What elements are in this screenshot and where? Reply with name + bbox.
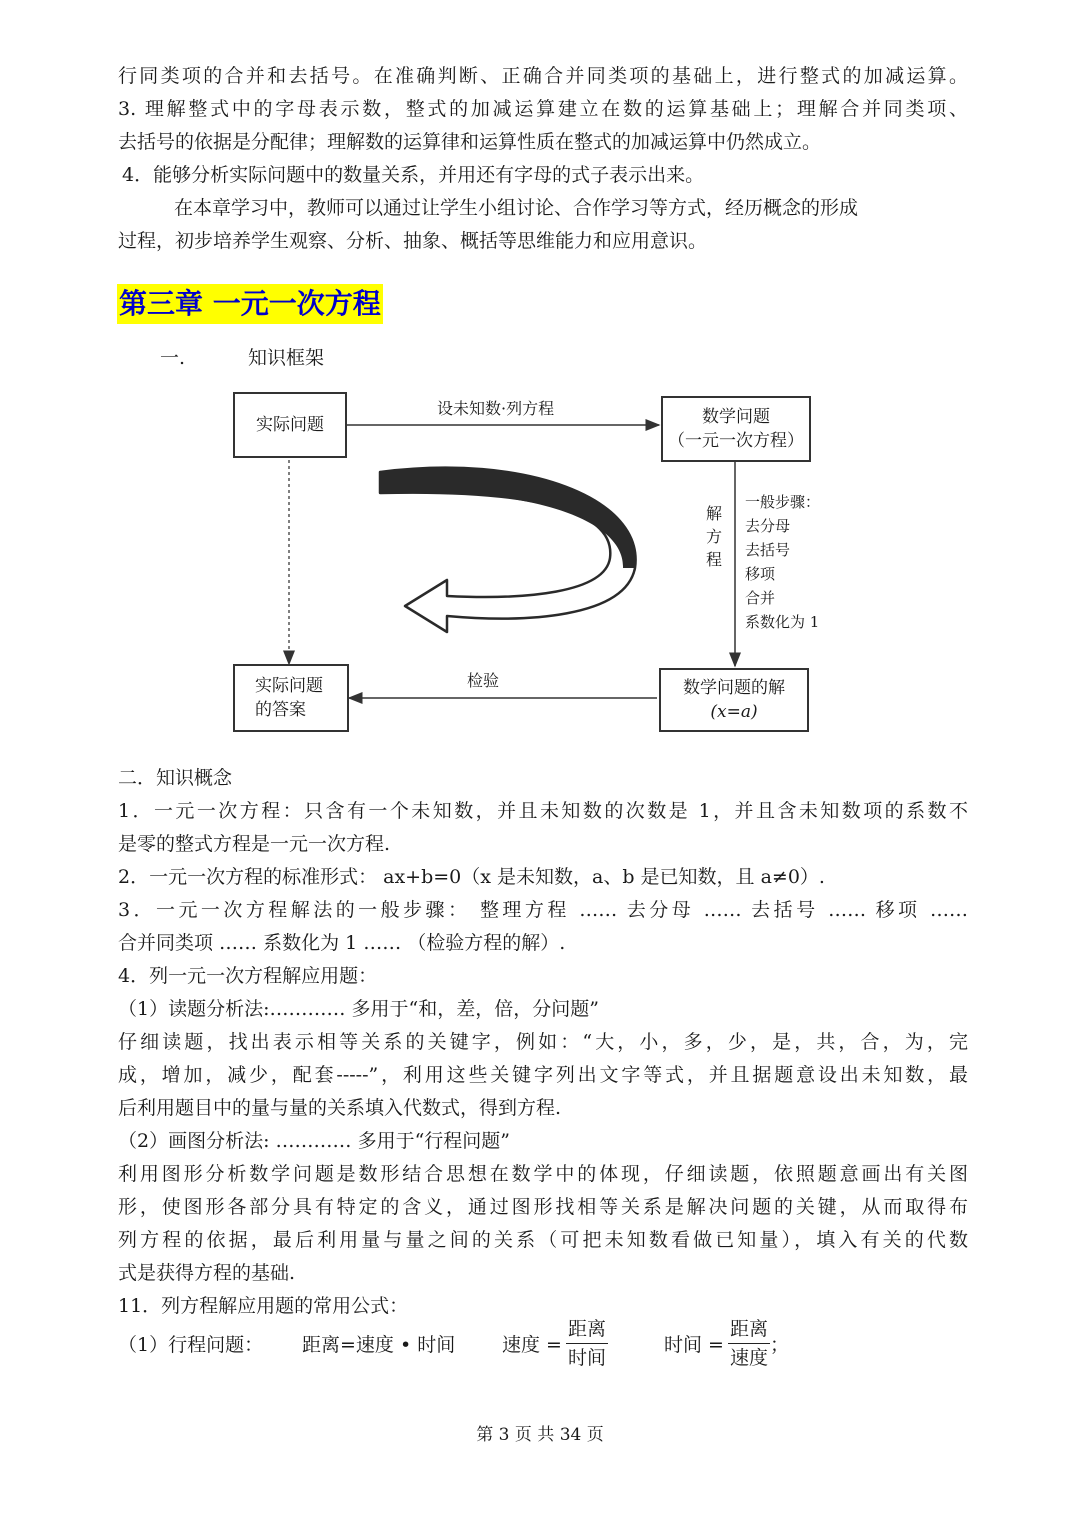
general-steps-list (745, 490, 820, 634)
intro-line-5: 在本章学习中，教师可以通过让学生小组讨论、合作学习等方式，经历概念的形成 (174, 197, 859, 219)
formula-time: 时间 = $\frac{\text{距离}}{\text{速度}}$ ； (664, 1313, 789, 1373)
section2-heading: 二．知识概念 (118, 767, 233, 789)
concept-line: 合并同类项 …… 系数化为 1 …… （检验方程的解）. (118, 932, 566, 954)
concept-line: 利用图形分析数学问题是数形结合思想在数学中的体现，仔细读题，依照题意画出有关图 (118, 1163, 968, 1185)
box-math-solution: 数学问题的解 (x=a) (659, 668, 809, 732)
concepts-block (118, 762, 968, 1323)
intro-line-4: 4．能够分析实际问题中的数量关系，并用还有字母的式子表示出来。 (122, 164, 705, 186)
box-math-problem: 数学问题 （一元一次方程） (661, 396, 811, 462)
intro-line-3: 去括号的依据是分配律；理解数的运算律和运算性质在整式的加减运算中仍然成立。 (118, 131, 822, 153)
label-set-unknown: 设未知数·列方程 (437, 399, 555, 418)
step-item: 移项 (745, 565, 776, 583)
concept-line: 仔细读题，找出表示相等关系的关键字，例如：“大，小，多，少，是，共，合，为，完 (118, 1031, 968, 1053)
fraction-speed: $\frac{\text{距离}}{\text{时间}}$ (566, 1315, 608, 1372)
concept-line: 3．一元一次方程解法的一般步骤： 整理方程 …… 去分母 …… 去括号 …… 移项 …… (118, 899, 968, 921)
concept-line: 式是获得方程的基础. (118, 1262, 296, 1284)
intro-line-1: 行同类项的合并和去括号。在准确判断、正确合并同类项的基础上，进行整式的加减运算。 (118, 65, 968, 87)
concept-line: 后利用题目中的量与量的关系填入代数式，得到方程. (118, 1097, 562, 1119)
concept-line: 2．一元一次方程的标准形式： ax+b=0（x 是未知数，a、b 是已知数，且 a≠0）. (118, 866, 825, 888)
concept-line: 形，使图形各部分具有特定的含义，通过图形找相等关系是解决问题的关键，从而取得布 (118, 1196, 968, 1218)
intro-line-6: 过程，初步培养学生观察、分析、抽象、概括等思维能力和应用意识。 (118, 230, 708, 252)
concept-line: 11．列方程解应用题的常用公式： (118, 1295, 409, 1317)
concept-line: 成，增加，减少，配套-----”，利用这些关键字列出文字等式，并且据题意设出未知数，最 (118, 1064, 968, 1086)
formula-label: （1）行程问题： (118, 1333, 264, 1356)
curved-arrow-shadow (380, 468, 636, 568)
step-item: 系数化为 1 (745, 613, 820, 631)
step-item: 去分母 (745, 517, 791, 535)
concept-line: （1）读题分析法:………… 多用于“和，差，倍，分问题” (118, 998, 599, 1020)
concept-line: 是零的整式方程是一元一次方程. (118, 833, 391, 855)
intro-line-2: 3. 理解整式中的字母表示数，整式的加减运算建立在数的运算基础上；理解合并同类项、 (118, 98, 968, 120)
section1-title: 知识框架 (248, 347, 325, 369)
fraction-time: $\frac{\text{距离}}{\text{速度}}$ (728, 1315, 770, 1372)
concept-line: 4．列一元一次方程解应用题： (118, 965, 378, 987)
formula-speed: 速度 = $\frac{\text{距离}}{\text{时间}}$ (502, 1313, 608, 1373)
knowledge-framework-diagram (225, 378, 825, 748)
concept-line: （2）画图分析法: ………… 多用于“行程问题” (118, 1130, 510, 1152)
formula-distance: 距离=速度 • 时间 (302, 1333, 456, 1356)
page-footer: 第 3 页 共 34 页 (476, 1425, 604, 1445)
intro-block (118, 60, 968, 258)
label-check: 检验 (467, 671, 500, 690)
label-solve-equation: 解 方 程 (705, 504, 722, 569)
concept-line: 列方程的依据，最后利用量与量之间的关系（可把未知数看做已知量），填入有关的代数 (118, 1229, 968, 1251)
step-item: 去括号 (745, 541, 791, 559)
step-heading: 一般步骤： (745, 493, 821, 511)
travel-formula-line (118, 1313, 968, 1373)
section1-number: 一. (160, 347, 186, 369)
step-item: 合并 (745, 589, 776, 607)
box-actual-problem: 实际问题 (233, 392, 347, 458)
box-actual-answer: 实际问题 的答案 (233, 664, 349, 732)
chapter-title: 第三章 一元一次方程 (117, 284, 383, 324)
concept-line: 1．一元一次方程：只含有一个未知数，并且未知数的次数是 1，并且含未知数项的系数不 (118, 800, 968, 822)
